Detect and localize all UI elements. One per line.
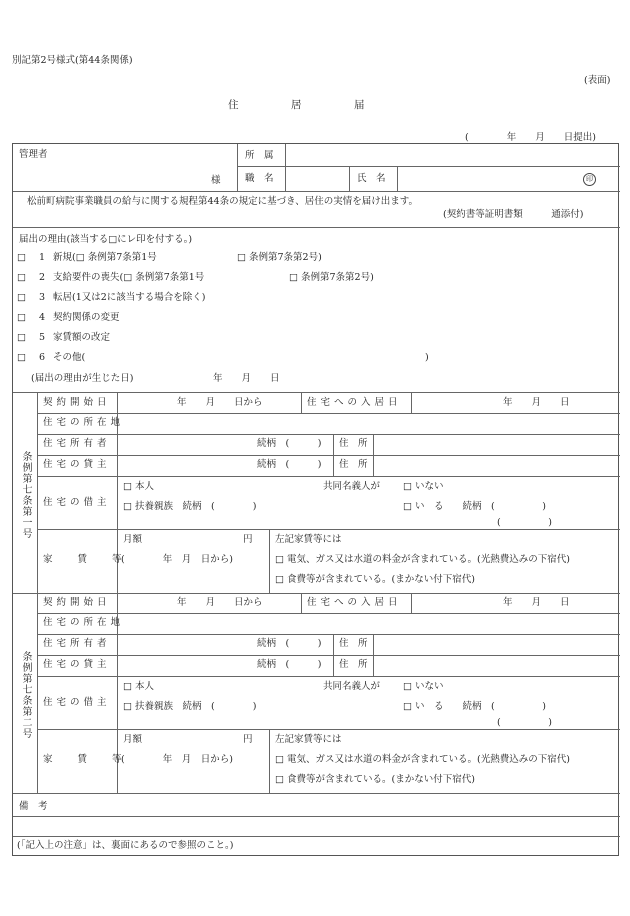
borrower-self-checkbox[interactable]: □ 本人 xyxy=(123,481,154,492)
shozoku-field[interactable] xyxy=(286,145,619,165)
reason-text: 転居(1又は2に該当する場合を除く) xyxy=(53,292,206,303)
lender-address-label: 住 所 xyxy=(339,659,368,670)
co-exist-checkbox[interactable]: □ い る 続柄 ( ) xyxy=(403,701,546,712)
form-number: 別記第2号様式(第44条関係) xyxy=(12,55,133,66)
section-side-label: 条例第七条第一号 xyxy=(20,451,31,539)
reason-checkbox[interactable]: □ xyxy=(17,332,26,343)
move-in-value[interactable]: 年 月 日 xyxy=(503,597,570,608)
location-field[interactable] xyxy=(119,415,617,433)
move-in-label: 住宅への入居日 xyxy=(307,597,402,608)
co-name-label: 共同名義人が xyxy=(323,481,381,492)
owner-address-label: 住 所 xyxy=(339,638,368,649)
reason-number: 3 xyxy=(39,292,46,303)
move-in-label: 住宅への入居日 xyxy=(307,397,402,408)
reason-text: 家賃額の改定 xyxy=(53,332,111,343)
shokumei-label: 職 名 xyxy=(245,173,274,184)
lender-relation[interactable]: 続柄 ( ) xyxy=(257,459,322,470)
rent-label: 家 賃 等 xyxy=(43,754,124,765)
lender-label: 住宅の貸主 xyxy=(43,659,111,670)
lender-relation[interactable]: 続柄 ( ) xyxy=(257,659,322,670)
reason-number: 5 xyxy=(39,332,46,343)
rent-includes-label: 左記家賃等には xyxy=(275,534,342,545)
owner-relation[interactable]: 続柄 ( ) xyxy=(257,438,322,449)
shimei-field[interactable] xyxy=(398,167,578,190)
reason-checkbox[interactable]: □ xyxy=(17,272,26,283)
manager-sama: 様 xyxy=(211,175,221,186)
reason-number: 2 xyxy=(39,272,46,283)
reason-extra[interactable]: □ 条例第7条第2号) xyxy=(289,272,374,283)
rent-food-checkbox[interactable]: □ 食費等が含まれている。(まかない付下宿代) xyxy=(275,774,475,785)
contract-start-value[interactable]: 年 月 日から xyxy=(177,597,263,608)
reason-checkbox[interactable]: □ xyxy=(17,292,26,303)
co-none-checkbox[interactable]: □ いない xyxy=(403,681,444,692)
section-side-label: 条例第七条第二号 xyxy=(20,651,31,739)
reason-number: 4 xyxy=(39,312,46,323)
statement-line2: (契約書等証明書類 通添付) xyxy=(443,209,584,220)
owner-address-label: 住 所 xyxy=(339,438,368,449)
reason-number: 6 xyxy=(39,352,46,363)
reason-occurred-label: (届出の理由が生じた日) xyxy=(31,373,134,384)
rent-yen: 円 xyxy=(243,734,253,745)
submission-date[interactable]: ( 年 月 日提出) xyxy=(465,132,596,143)
location-field[interactable] xyxy=(119,615,617,633)
reason-text: 契約関係の変更 xyxy=(53,312,120,323)
shozoku-label: 所 属 xyxy=(245,150,274,161)
rent-yen: 円 xyxy=(243,534,253,545)
reason-number: 1 xyxy=(39,252,46,263)
borrower-self-checkbox[interactable]: □ 本人 xyxy=(123,681,154,692)
reason-checkbox[interactable]: □ xyxy=(17,312,26,323)
co-name-label: 共同名義人が xyxy=(323,681,381,692)
rent-utility-checkbox[interactable]: □ 電気、ガス又は水道の料金が含まれている。(光熱費込みの下宿代) xyxy=(275,554,570,565)
page-title: 住 居 届 xyxy=(228,99,365,111)
remarks-field[interactable] xyxy=(73,794,613,834)
manager-label: 管理者 xyxy=(19,149,48,160)
co-exist-relation2[interactable]: ( ) xyxy=(497,517,552,528)
reason-occurred-date[interactable]: 年 月 日 xyxy=(213,373,280,384)
reason-extra[interactable]: □ 条例第7条第2号) xyxy=(237,252,322,263)
reason-text: 新規(□ 条例第7条第1号 xyxy=(53,252,157,263)
page-side: (表面) xyxy=(584,75,611,86)
rent-utility-checkbox[interactable]: □ 電気、ガス又は水道の料金が含まれている。(光熱費込みの下宿代) xyxy=(275,754,570,765)
co-none-checkbox[interactable]: □ いない xyxy=(403,481,444,492)
reason-checkbox[interactable]: □ xyxy=(17,252,26,263)
borrower-family-checkbox[interactable]: □ 扶養親族 続柄 ( ) xyxy=(123,501,257,512)
lender-label: 住宅の貸主 xyxy=(43,459,111,470)
borrower-family-checkbox[interactable]: □ 扶養親族 続柄 ( ) xyxy=(123,701,257,712)
statement-line1: 松前町病院事業職員の給与に関する規程第44条の規定に基づき、居住の実情を届け出ます。 xyxy=(27,196,418,207)
reason-checkbox[interactable]: □ xyxy=(17,352,26,363)
co-exist-checkbox[interactable]: □ い る 続柄 ( ) xyxy=(403,501,546,512)
contract-start-label: 契約開始日 xyxy=(43,397,111,408)
location-label: 住宅の所在地 xyxy=(43,617,125,628)
contract-start-label: 契約開始日 xyxy=(43,597,111,608)
reason-text: その他( xyxy=(53,352,86,363)
lender-address-label: 住 所 xyxy=(339,459,368,470)
location-label: 住宅の所在地 xyxy=(43,417,125,428)
footer-note: (「記入上の注意」は、裏面にあるので参照のこと。) xyxy=(17,840,234,851)
rent-monthly-label: 月額 xyxy=(123,534,143,545)
move-in-value[interactable]: 年 月 日 xyxy=(503,397,570,408)
owner-label: 住宅所有者 xyxy=(43,638,111,649)
rent-monthly-label: 月額 xyxy=(123,734,143,745)
form-table xyxy=(12,143,619,856)
owner-label: 住宅所有者 xyxy=(43,438,111,449)
rent-includes-label: 左記家賃等には xyxy=(275,734,342,745)
rent-from-date[interactable]: ( 年 月 日から) xyxy=(121,554,233,565)
reasons-heading: 届出の理由(該当する□にレ印を付する。) xyxy=(19,234,193,245)
reason-extra: ) xyxy=(425,352,429,363)
borrower-label: 住宅の借主 xyxy=(43,697,111,708)
remarks-label: 備 考 xyxy=(19,801,48,812)
rent-from-date[interactable]: ( 年 月 日から) xyxy=(121,754,233,765)
rent-label: 家 賃 等 xyxy=(43,554,124,565)
shimei-label: 氏 名 xyxy=(357,173,386,184)
borrower-label: 住宅の借主 xyxy=(43,497,111,508)
shokumei-field[interactable] xyxy=(286,167,348,190)
reason-text: 支給要件の喪失(□ 条例第7条第1号 xyxy=(53,272,205,283)
co-exist-relation2[interactable]: ( ) xyxy=(497,717,552,728)
contract-start-value[interactable]: 年 月 日から xyxy=(177,397,263,408)
seal-mark: 印 xyxy=(583,173,596,186)
rent-food-checkbox[interactable]: □ 食費等が含まれている。(まかない付下宿代) xyxy=(275,574,475,585)
owner-relation[interactable]: 続柄 ( ) xyxy=(257,638,322,649)
